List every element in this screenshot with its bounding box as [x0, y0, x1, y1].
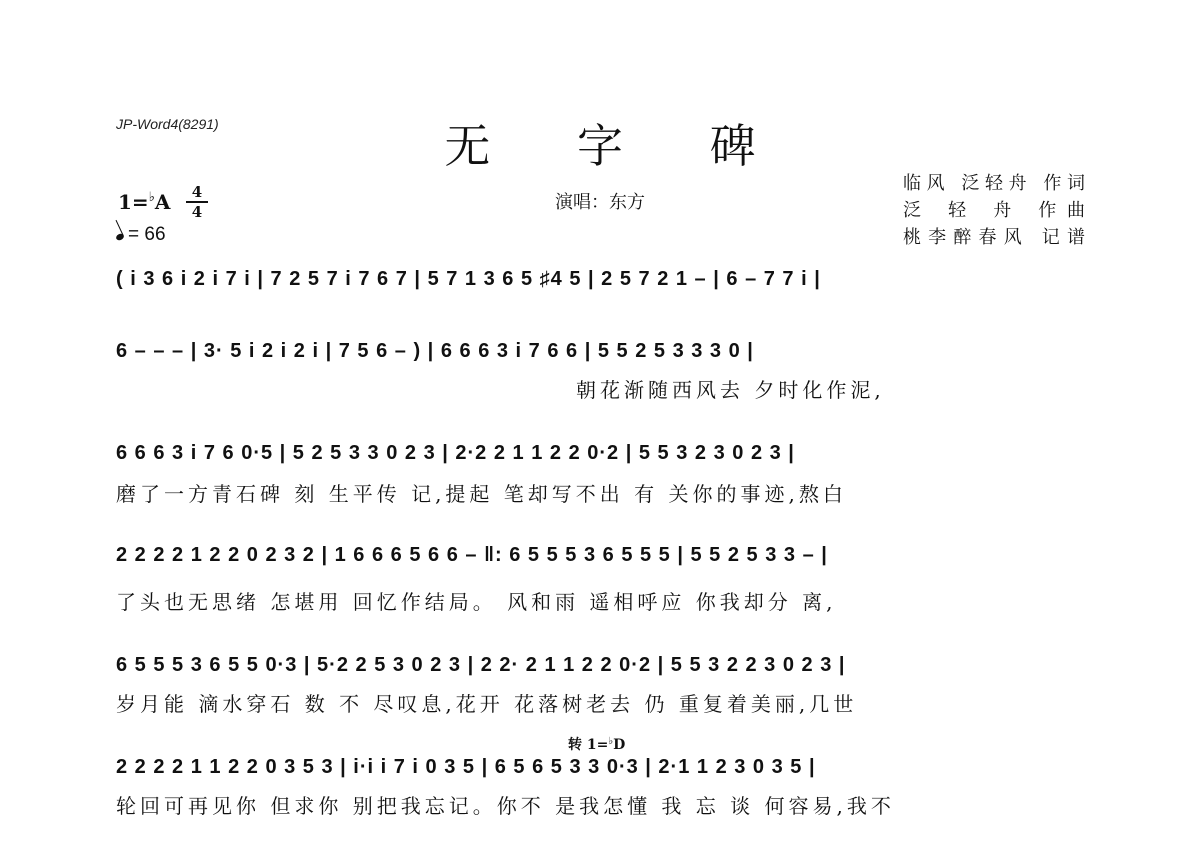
lyric-line-6: 轮回可再见你 但求你 别把我忘记。你不 是我怎懂 我 忘 谈 何容易,我不	[116, 794, 895, 818]
lyric-line-5: 岁月能 滴水穿石 数 不 尽叹息,花开 花落树老去 仍 重复着美丽,几世	[116, 692, 858, 716]
notation-line-4: 2 2 2 2 1 2 2 0 2 3 2 | 1 6 6 6 5 6 6 – ‖: 6 5 5 5 3 6 5 5 5 | 5 5 2 5 3 3 – |	[116, 544, 828, 566]
watermark: JP-Word4(8291)	[116, 116, 219, 132]
tempo-marking: = 66	[116, 224, 166, 246]
notation-line-1: ( i 3 6 i 2 i 7 i | 7 2 5 7 i 7 6 7 | 5 7 1 3 6 5 ♯4 5 | 2 5 7 2 1 – | 6 – 7 7 i |	[116, 268, 821, 290]
lyric-line-2: 朝花渐随西风去 夕时化作泥,	[576, 378, 885, 402]
score-title: 无 字 碑	[444, 119, 792, 173]
key-signature: 1=♭A	[118, 190, 171, 214]
notation-line-6: 2 2 2 2 1 1 2 2 0 3 5 3 | i·i i 7 i 0 3 5 | 6 5 6 5 3 3 0·3 | 2·1 1 2 3 0 3 5 |	[116, 756, 816, 778]
notation-line-5: 6 5 5 5 3 6 5 5 0·3 | 5·2 2 5 3 0 2 3 | 2 2· 2 1 1 2 2 0·2 | 5 5 3 2 2 3 0 2 3 |	[116, 654, 846, 676]
time-signature	[186, 184, 208, 220]
meter-bottom: 4	[191, 203, 203, 221]
notation-line-3: 6 6 6 3 i 7 6 0·5 | 5 2 5 3 3 0 2 3 | 2·2 2 1 1 2 2 0·2 | 5 5 3 2 3 0 2 3 |	[116, 442, 795, 464]
credits	[903, 170, 1085, 251]
meter-top: 4	[191, 183, 203, 201]
transcriber-credit: 桃李醉春风 记谱	[903, 227, 1085, 248]
lyric-line-3: 磨了一方青石碑 刻 生平传 记,提起 笔却写不出 有 关你的事迹,熬白	[116, 482, 847, 506]
composer-credit: 泛 轻 舟 作曲	[903, 200, 1085, 221]
lyric-line-4: 了头也无思绪 怎堪用 回忆作结局。 风和雨 遥相呼应 你我却分 离,	[116, 590, 837, 614]
singer: 演唱：东方	[555, 192, 645, 213]
key-change-marking: 转 1=♭D	[568, 736, 626, 753]
notation-line-2: 6 – – – | 3· 5 i 2 i 2 i | 7 5 6 – ) | 6 6 6 3 i 7 6 6 | 5 5 2 5 3 3 3 0 |	[116, 340, 754, 362]
quarter-note-icon	[115, 233, 125, 242]
lyricist-credit: 临风 泛轻舟 作词	[903, 173, 1085, 194]
